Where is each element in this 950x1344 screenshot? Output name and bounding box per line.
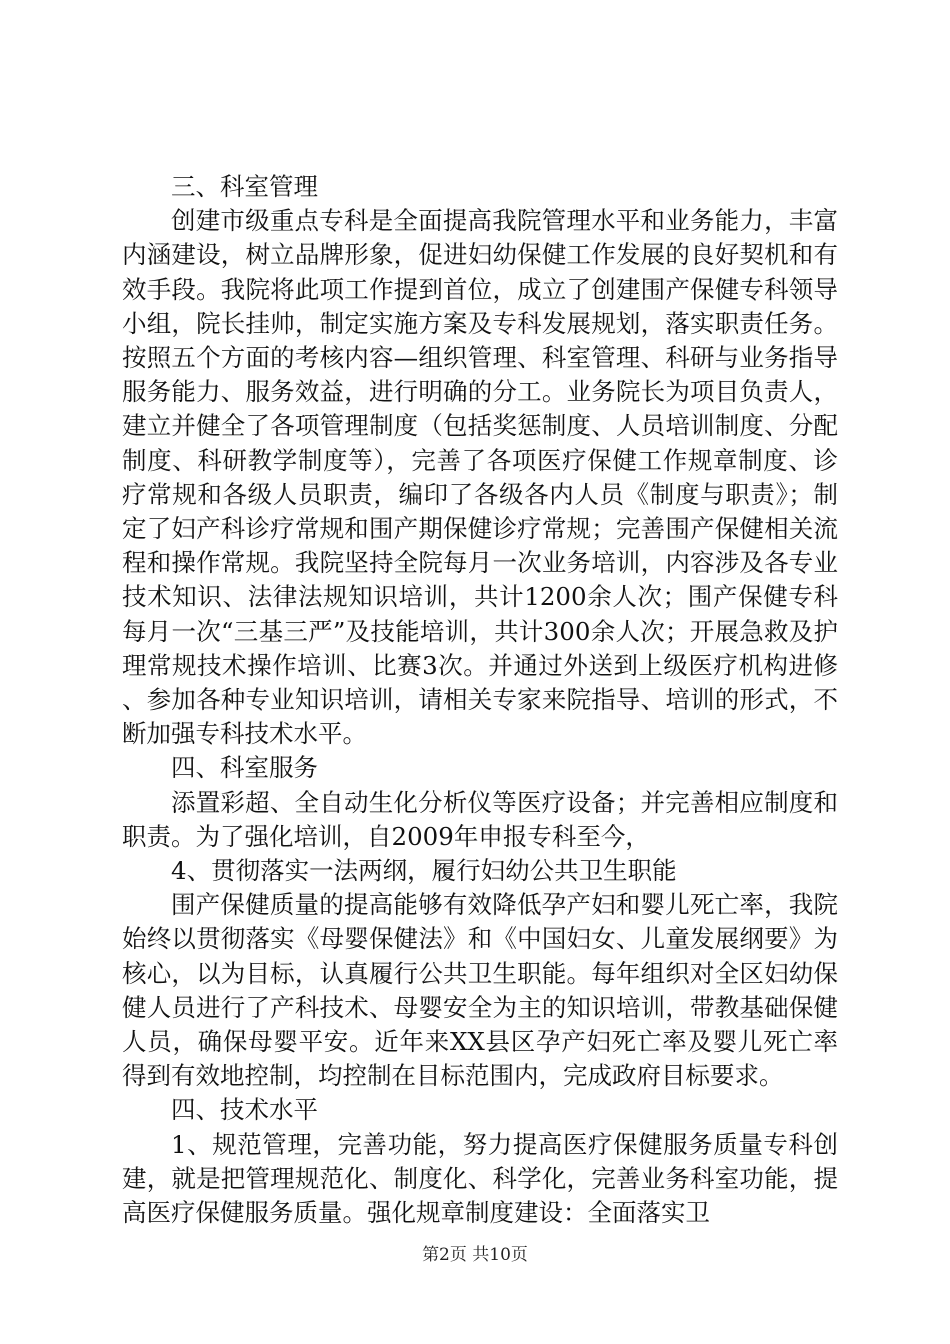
subsection-heading: 4、贯彻落实一法两纲，履行妇幼公共卫生职能 xyxy=(171,856,677,886)
body-paragraph: 添置彩超、全自动生化分析仪等医疗设备；并完善相应制度和职责。为了强化培训，自2009年申报专科至今， xyxy=(122,787,838,851)
section-heading: 四、技术水平 xyxy=(171,1095,318,1125)
page-number-footer: 第2页 共10页 xyxy=(422,1245,528,1265)
section-heading: 四、科室服务 xyxy=(171,753,318,783)
body-paragraph: 1、规范管理，完善功能，努力提高医疗保健服务质量专科创建，就是把管理规范化、制度化、科学化，完善业务科室功能，提高医疗保健服务质量。强化规章制度建设：全面落实卫 xyxy=(122,1129,838,1228)
body-paragraph: 围产保健质量的提高能够有效降低孕产妇和婴儿死亡率，我院始终以贯彻落实《母婴保健法》和《中国妇女、儿童发展纲要》为核心，以为目标，认真履行公共卫生职能。每年组织对全区妇幼保健人员进行了产科技术、母婴安全为主的知识培训，带教基础保健人员，确保母婴平安。近年来XX县区孕产妇死亡率及婴儿死亡率得到有效地控制，均控制在目标范围内，完成政府目标要求。 xyxy=(122,890,838,1091)
body-paragraph: 创建市级重点专科是全面提高我院管理水平和业务能力，丰富内涵建设，树立品牌形象，促进妇幼保健工作发展的良好契机和有效手段。我院将此项工作提到首位，成立了创建围产保健专科领导小组，院长挂帅，制定实施方案及专科发展规划，落实职责任务。按照五个方面的考核内容—组织管理、科室管理、科研与业务指导服务能力、服务效益，进行明确的分工。业务院长为项目负责人，建立并健全了各项管理制度（包括奖惩制度、人员培训制度、分配制度、科研教学制度等），完善了各项医疗保健工作规章制度、诊疗常规和各级人员职责，编印了各级各内人员《制度与职责》；制定了妇产科诊疗常规和围产期保健诊疗常规；完善围产保健相关流程和操作常规。我院坚持全院每月一次业务培训，内容涉及各专业技术知识、法律法规知识培训，共计1200余人次；围产保健专科每月一次“三基三严”及技能培训，共计300余人次；开展急救及护理常规技术操作培训、比赛3次。并通过外送到上级医疗机构进修、参加各种专业知识培训，请相关专家来院指导、培训的形式，不断加强专科技术水平。 xyxy=(122,206,838,749)
section-heading: 三、科室管理 xyxy=(171,172,318,201)
document-body xyxy=(122,170,838,1230)
